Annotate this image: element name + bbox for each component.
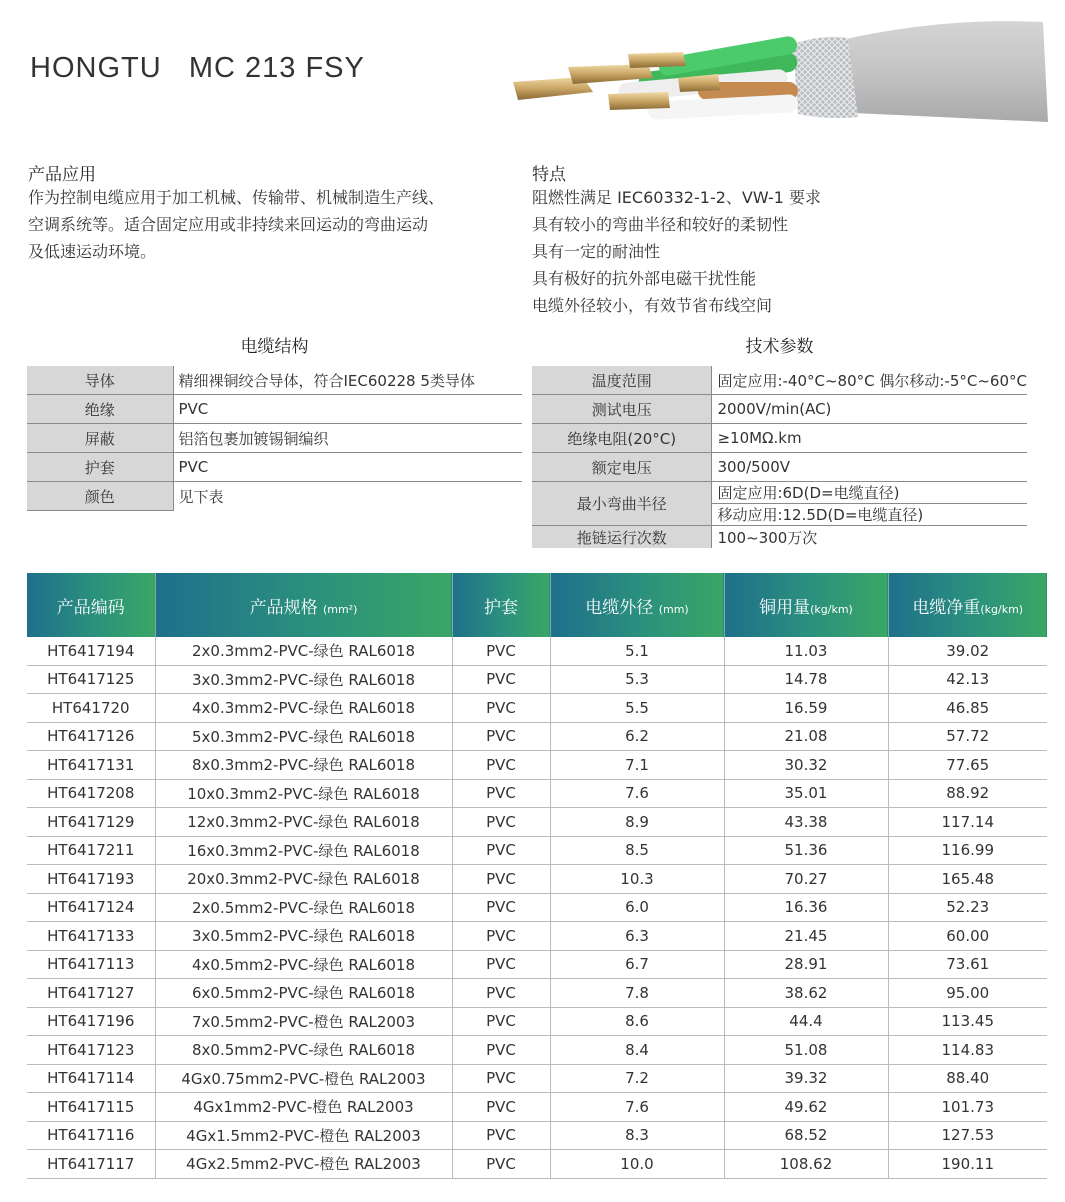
cell-diameter: 7.2 [550,1064,724,1093]
structure-table [27,366,522,511]
cell-spec: 6x0.5mm2-PVC-绿色 RAL6018 [155,979,452,1008]
tech-value: 移动应用:12.5D(D=电缆直径) [712,504,1027,526]
feature-line-2: 具有较小的弯曲半径和较好的柔韧性 [532,215,789,234]
tech-value: ≥10MΩ.km [712,424,1027,453]
cell-jacket: PVC [452,637,550,665]
cell-weight: 46.85 [888,694,1047,723]
cell-code: HT6417115 [27,1093,155,1122]
copper-core-3 [608,92,670,110]
features-heading: 特点 [532,165,566,185]
cell-code: HT6417126 [27,722,155,751]
cell-weight: 165.48 [888,865,1047,894]
structure-heading: 电缆结构 [240,337,309,357]
table-row [27,1007,1047,1036]
cell-jacket: PVC [452,865,550,894]
tech-key: 温度范围 [532,366,712,395]
cell-spec: 4Gx1.5mm2-PVC-橙色 RAL2003 [155,1121,452,1150]
structure-row [27,482,522,511]
table-row [27,808,1047,837]
copper-core-4 [628,52,686,68]
table-row [27,779,1047,808]
cell-code: HT6417127 [27,979,155,1008]
cell-diameter: 6.3 [550,922,724,951]
cell-diameter: 6.7 [550,950,724,979]
cell-weight: 95.00 [888,979,1047,1008]
cell-diameter: 10.0 [550,1150,724,1179]
header-outer-diameter: 电缆外径 (mm) [550,573,724,637]
application-line-3: 及低速运动环境。 [28,242,157,261]
cell-jacket: PVC [452,1121,550,1150]
cell-diameter: 8.4 [550,1036,724,1065]
cell-diameter: 6.0 [550,893,724,922]
cell-spec: 8x0.3mm2-PVC-绿色 RAL6018 [155,751,452,780]
cell-copper: 16.36 [724,893,888,922]
cell-weight: 116.99 [888,836,1047,865]
cell-code: HT6417131 [27,751,155,780]
application-line-2: 空调系统等。适合固定应用或非持续来回运动的弯曲运动 [28,215,429,234]
cell-jacket: PVC [452,1064,550,1093]
tech-heading: 技术参数 [745,337,814,357]
structure-row [27,453,522,482]
page-title [30,52,365,85]
tech-table [532,366,1027,548]
cell-jacket: PVC [452,1150,550,1179]
cell-weight: 52.23 [888,893,1047,922]
table-row [27,979,1047,1008]
cell-spec: 7x0.5mm2-PVC-橙色 RAL2003 [155,1007,452,1036]
cell-spec: 8x0.5mm2-PVC-绿色 RAL6018 [155,1036,452,1065]
cell-diameter: 7.1 [550,751,724,780]
table-header-row [27,573,1047,637]
cell-code: HT6417194 [27,637,155,665]
cell-copper: 30.32 [724,751,888,780]
table-row [27,836,1047,865]
cell-diameter: 8.6 [550,1007,724,1036]
tech-row [532,395,1027,424]
cell-code: HT6417193 [27,865,155,894]
cell-diameter: 5.5 [550,694,724,723]
brand-name: HONGTU [30,52,162,84]
table-row [27,722,1047,751]
cell-spec: 10x0.3mm2-PVC-绿色 RAL6018 [155,779,452,808]
cell-code: HT6417208 [27,779,155,808]
cell-weight: 88.92 [888,779,1047,808]
header-product-spec: 产品规格 (mm²) [155,573,452,637]
cell-spec: 3x0.3mm2-PVC-绿色 RAL6018 [155,665,452,694]
cell-weight: 60.00 [888,922,1047,951]
cell-diameter: 8.5 [550,836,724,865]
table-row [27,1093,1047,1122]
cell-diameter: 6.2 [550,722,724,751]
cell-copper: 49.62 [724,1093,888,1122]
cell-diameter: 8.9 [550,808,724,837]
cell-jacket: PVC [452,893,550,922]
table-row [27,1036,1047,1065]
cell-weight: 114.83 [888,1036,1047,1065]
cell-diameter: 7.6 [550,779,724,808]
cell-copper: 51.36 [724,836,888,865]
cell-code: HT6417114 [27,1064,155,1093]
cell-copper: 21.08 [724,722,888,751]
cell-copper: 44.4 [724,1007,888,1036]
cell-jacket: PVC [452,694,550,723]
cell-code: HT6417129 [27,808,155,837]
cell-weight: 57.72 [888,722,1047,751]
cell-jacket: PVC [452,979,550,1008]
feature-line-5: 电缆外径较小，有效节省布线空间 [532,296,773,315]
cell-spec: 20x0.3mm2-PVC-绿色 RAL6018 [155,865,452,894]
structure-row [27,366,522,395]
feature-line-4: 具有极好的抗外部电磁干扰性能 [532,269,757,288]
cell-jacket: PVC [452,751,550,780]
structure-value: PVC [173,453,522,482]
table-row [27,665,1047,694]
cell-spec: 16x0.3mm2-PVC-绿色 RAL6018 [155,836,452,865]
cell-copper: 38.62 [724,979,888,1008]
table-row [27,893,1047,922]
tech-row [532,526,1027,549]
cell-weight: 101.73 [888,1093,1047,1122]
cell-copper: 16.59 [724,694,888,723]
structure-key: 颜色 [27,482,173,511]
cell-spec: 2x0.3mm2-PVC-绿色 RAL6018 [155,637,452,665]
tech-row [532,424,1027,453]
cell-jacket: PVC [452,836,550,865]
cell-code: HT6417125 [27,665,155,694]
header-net-weight: 电缆净重(kg/km) [888,573,1047,637]
table-row [27,950,1047,979]
cell-code: HT641720 [27,694,155,723]
tech-key: 额定电压 [532,453,712,482]
cell-copper: 21.45 [724,922,888,951]
cell-spec: 2x0.5mm2-PVC-绿色 RAL6018 [155,893,452,922]
cell-jacket: PVC [452,1007,550,1036]
cell-weight: 113.45 [888,1007,1047,1036]
cell-copper: 14.78 [724,665,888,694]
cell-code: HT6417117 [27,1150,155,1179]
header-product-code: 产品编码 [27,573,155,637]
product-table [27,573,1047,1179]
cell-jacket: PVC [452,1093,550,1122]
cell-jacket: PVC [452,665,550,694]
model-name: MC 213 FSY [188,52,365,84]
cell-jacket: PVC [452,722,550,751]
cell-copper: 28.91 [724,950,888,979]
cell-copper: 108.62 [724,1150,888,1179]
cell-weight: 42.13 [888,665,1047,694]
application-text [28,184,444,265]
features-text [532,184,821,319]
tech-value: 固定应用:6D(D=电缆直径) [712,482,1027,504]
tech-row [532,482,1027,504]
cell-diameter: 5.3 [550,665,724,694]
cell-diameter: 7.8 [550,979,724,1008]
table-row [27,922,1047,951]
structure-value: 见下表 [173,482,522,511]
cell-diameter: 8.3 [550,1121,724,1150]
cell-spec: 12x0.3mm2-PVC-绿色 RAL6018 [155,808,452,837]
tech-key: 拖链运行次数 [532,526,712,549]
cell-weight: 190.11 [888,1150,1047,1179]
header-jacket: 护套 [452,573,550,637]
cell-copper: 39.32 [724,1064,888,1093]
cell-jacket: PVC [452,779,550,808]
table-row [27,694,1047,723]
structure-key: 护套 [27,453,173,482]
cell-spec: 3x0.5mm2-PVC-绿色 RAL6018 [155,922,452,951]
cell-jacket: PVC [452,1036,550,1065]
structure-key: 绝缘 [27,395,173,424]
cell-spec: 4x0.5mm2-PVC-绿色 RAL6018 [155,950,452,979]
cell-code: HT6417124 [27,893,155,922]
cell-weight: 39.02 [888,637,1047,665]
cell-weight: 88.40 [888,1064,1047,1093]
table-row [27,1150,1047,1179]
tech-value: 2000V/min(AC) [712,395,1027,424]
cell-spec: 4Gx2.5mm2-PVC-橙色 RAL2003 [155,1150,452,1179]
structure-value: 精细裸铜绞合导体，符合IEC60228 5类导体 [173,366,522,395]
structure-key: 屏蔽 [27,424,173,453]
cell-spec: 5x0.3mm2-PVC-绿色 RAL6018 [155,722,452,751]
feature-line-3: 具有一定的耐油性 [532,242,661,261]
cell-jacket: PVC [452,808,550,837]
tech-value: 100~300万次 [712,526,1027,549]
table-row [27,1121,1047,1150]
cell-weight: 77.65 [888,751,1047,780]
cell-code: HT6417133 [27,922,155,951]
structure-value: PVC [173,395,522,424]
tech-value: 300/500V [712,453,1027,482]
cell-copper: 35.01 [724,779,888,808]
structure-value: 铝箔包裹加镀锡铜编织 [173,424,522,453]
cell-spec: 4Gx1mm2-PVC-橙色 RAL2003 [155,1093,452,1122]
cell-copper: 43.38 [724,808,888,837]
structure-row [27,395,522,424]
tech-key: 测试电压 [532,395,712,424]
cell-copper: 70.27 [724,865,888,894]
table-row [27,1064,1047,1093]
cell-diameter: 10.3 [550,865,724,894]
structure-key: 导体 [27,366,173,395]
cell-code: HT6417196 [27,1007,155,1036]
feature-line-1: 阻燃性满足 IEC60332-1-2、VW-1 要求 [532,188,822,207]
cell-spec: 4x0.3mm2-PVC-绿色 RAL6018 [155,694,452,723]
cell-weight: 73.61 [888,950,1047,979]
header-copper-weight: 铜用量(kg/km) [724,573,888,637]
table-row [27,751,1047,780]
cell-weight: 127.53 [888,1121,1047,1150]
tech-key: 最小弯曲半径 [532,482,712,526]
application-heading: 产品应用 [28,165,96,185]
tech-row [532,366,1027,395]
cell-weight: 117.14 [888,808,1047,837]
cell-jacket: PVC [452,950,550,979]
cell-code: HT6417116 [27,1121,155,1150]
cell-copper: 68.52 [724,1121,888,1150]
cell-diameter: 5.1 [550,637,724,665]
cable-illustration [508,12,1053,137]
table-row [27,865,1047,894]
cell-code: HT6417123 [27,1036,155,1065]
cable-braid [793,37,858,118]
table-row [27,637,1047,665]
tech-value: 固定应用:-40°C~80°C 偶尔移动:-5°C~60°C [712,366,1027,395]
application-line-1: 作为控制电缆应用于加工机械、传输带、机械制造生产线、 [28,188,445,207]
cell-code: HT6417113 [27,950,155,979]
cell-copper: 51.08 [724,1036,888,1065]
tech-row [532,453,1027,482]
cell-copper: 11.03 [724,637,888,665]
cable-jacket [833,21,1048,122]
cell-spec: 4Gx0.75mm2-PVC-橙色 RAL2003 [155,1064,452,1093]
structure-row [27,424,522,453]
cell-code: HT6417211 [27,836,155,865]
cell-jacket: PVC [452,922,550,951]
tech-key: 绝缘电阻(20°C) [532,424,712,453]
cell-diameter: 7.6 [550,1093,724,1122]
